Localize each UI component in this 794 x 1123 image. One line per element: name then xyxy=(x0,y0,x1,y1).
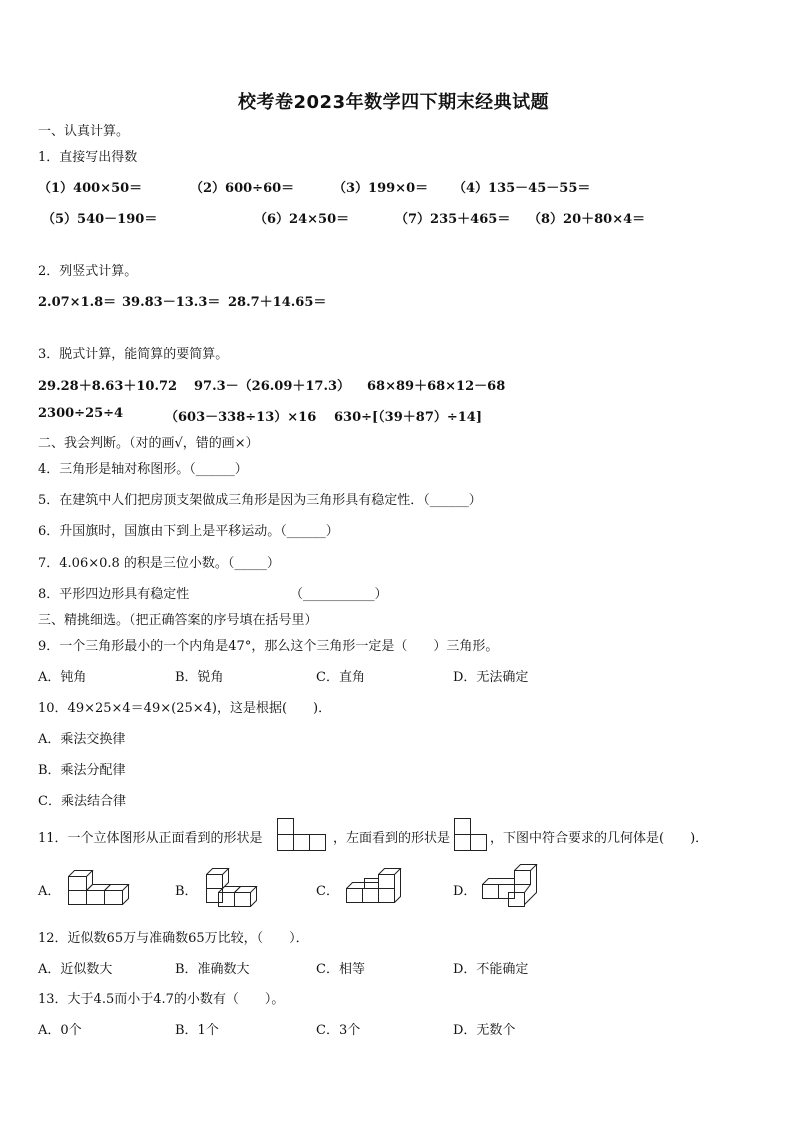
q3-item: 630÷[（39＋87）÷14] xyxy=(334,410,482,425)
option-d-cube-figure xyxy=(478,862,542,910)
judge-question: 7．4.06×0.8 的积是三位小数。（_____） xyxy=(38,556,280,571)
q1-item: （6）24×50＝ xyxy=(254,212,350,227)
q2-item: 2.07×1.8＝ xyxy=(38,295,117,310)
q10-option: C．乘法结合律 xyxy=(38,794,126,809)
q9-option: D．无法确定 xyxy=(453,670,529,685)
q13-option: A．0个 xyxy=(38,1023,82,1038)
q1-item: （1）400×50＝ xyxy=(38,181,143,196)
q3-item: 29.28＋8.63＋10.72 xyxy=(38,379,178,394)
option-b-cube-figure xyxy=(202,864,266,910)
q12-option: A．近似数大 xyxy=(38,962,113,977)
section-heading-judge: 二、我会判断。（对的画√，错的画×） xyxy=(38,436,259,451)
q12-option: B．准确数大 xyxy=(175,962,250,977)
question-9-stem: 9．一个三角形最小的一个内角是47°，那么这个三角形一定是（ ）三角形。 xyxy=(38,639,499,654)
judge-question: 6．升国旗时，国旗由下到上是平移运动。（______） xyxy=(38,524,339,539)
q1-item: （3）199×0＝ xyxy=(333,181,429,196)
question-1-label: 1．直接写出得数 xyxy=(38,150,138,165)
question-10-stem: 10．49×25×4＝49×(25×4)，这是根据( )． xyxy=(38,701,332,716)
q1-item: （4）135－45－55＝ xyxy=(453,181,591,196)
q9-option: B．锐角 xyxy=(175,670,224,685)
q12-option: D．不能确定 xyxy=(453,962,529,977)
question-3-label: 3．脱式计算，能简算的要简算。 xyxy=(38,347,229,362)
section-heading-choice: 三、精挑细选。（把正确答案的序号填在括号里） xyxy=(38,613,318,628)
judge-question: 4．三角形是轴对称图形。（______） xyxy=(38,462,248,477)
q1-item: （7）235＋465＝ xyxy=(395,212,511,227)
q2-item: 39.83－13.3＝ xyxy=(122,295,221,310)
front-view-figure xyxy=(277,818,329,852)
q3-item: 97.3－（26.09＋17.3） xyxy=(194,379,351,394)
q13-option: C．3个 xyxy=(316,1023,361,1038)
q11-option-b-label: B． xyxy=(175,884,198,899)
question-2-label: 2．列竖式计算。 xyxy=(38,264,138,279)
question-11-stem-part3: ，下图中符合要求的几何体是( )． xyxy=(490,831,709,846)
q10-option: B．乘法分配律 xyxy=(38,763,126,778)
q2-item: 28.7＋14.65＝ xyxy=(228,295,327,310)
question-11-stem-part1: 11．一个立体图形从正面看到的形状是 xyxy=(38,831,263,846)
option-c-cube-figure xyxy=(342,862,406,910)
judge-answer-blank: （___________） xyxy=(290,587,388,602)
q1-item: （5）540－190＝ xyxy=(42,212,158,227)
q9-option: C．直角 xyxy=(316,670,365,685)
q13-option: B．1个 xyxy=(175,1023,219,1038)
q3-item: （603－338÷13）×16 xyxy=(165,410,317,425)
judge-question: 8．平形四边形具有稳定性 xyxy=(38,587,190,602)
judge-question: 5．在建筑中人们把房顶支架做成三角形是因为三角形具有稳定性．（______） xyxy=(38,493,482,508)
section-heading-calculation: 一、认真计算。 xyxy=(38,124,130,139)
question-11-stem-part2: ，左面看到的形状是 xyxy=(333,831,451,846)
q11-option-c-label: C． xyxy=(316,884,339,899)
q1-item: （8）20＋80×4＝ xyxy=(528,212,646,227)
q3-item: 2300÷25÷4 xyxy=(38,406,124,421)
q11-option-a-label: A． xyxy=(38,884,61,899)
q12-option: C．相等 xyxy=(316,962,365,977)
question-13-stem: 13．大于4.5而小于4.7的小数有（ ）。 xyxy=(38,992,285,1007)
q1-item: （2）600÷60＝ xyxy=(190,181,295,196)
question-12-stem: 12．近似数65万与准确数65万比较，（ ）． xyxy=(38,931,309,946)
q3-item: 68×89＋68×12－68 xyxy=(367,379,506,394)
q13-option: D．无数个 xyxy=(453,1023,516,1038)
option-a-cube-figure xyxy=(66,866,132,906)
left-view-figure xyxy=(454,818,490,852)
q9-option: A．钝角 xyxy=(38,670,87,685)
q10-option: A．乘法交换律 xyxy=(38,732,126,747)
q11-option-d-label: D． xyxy=(453,884,477,899)
page-title: 校考卷2023年数学四下期末经典试题 xyxy=(238,92,550,113)
